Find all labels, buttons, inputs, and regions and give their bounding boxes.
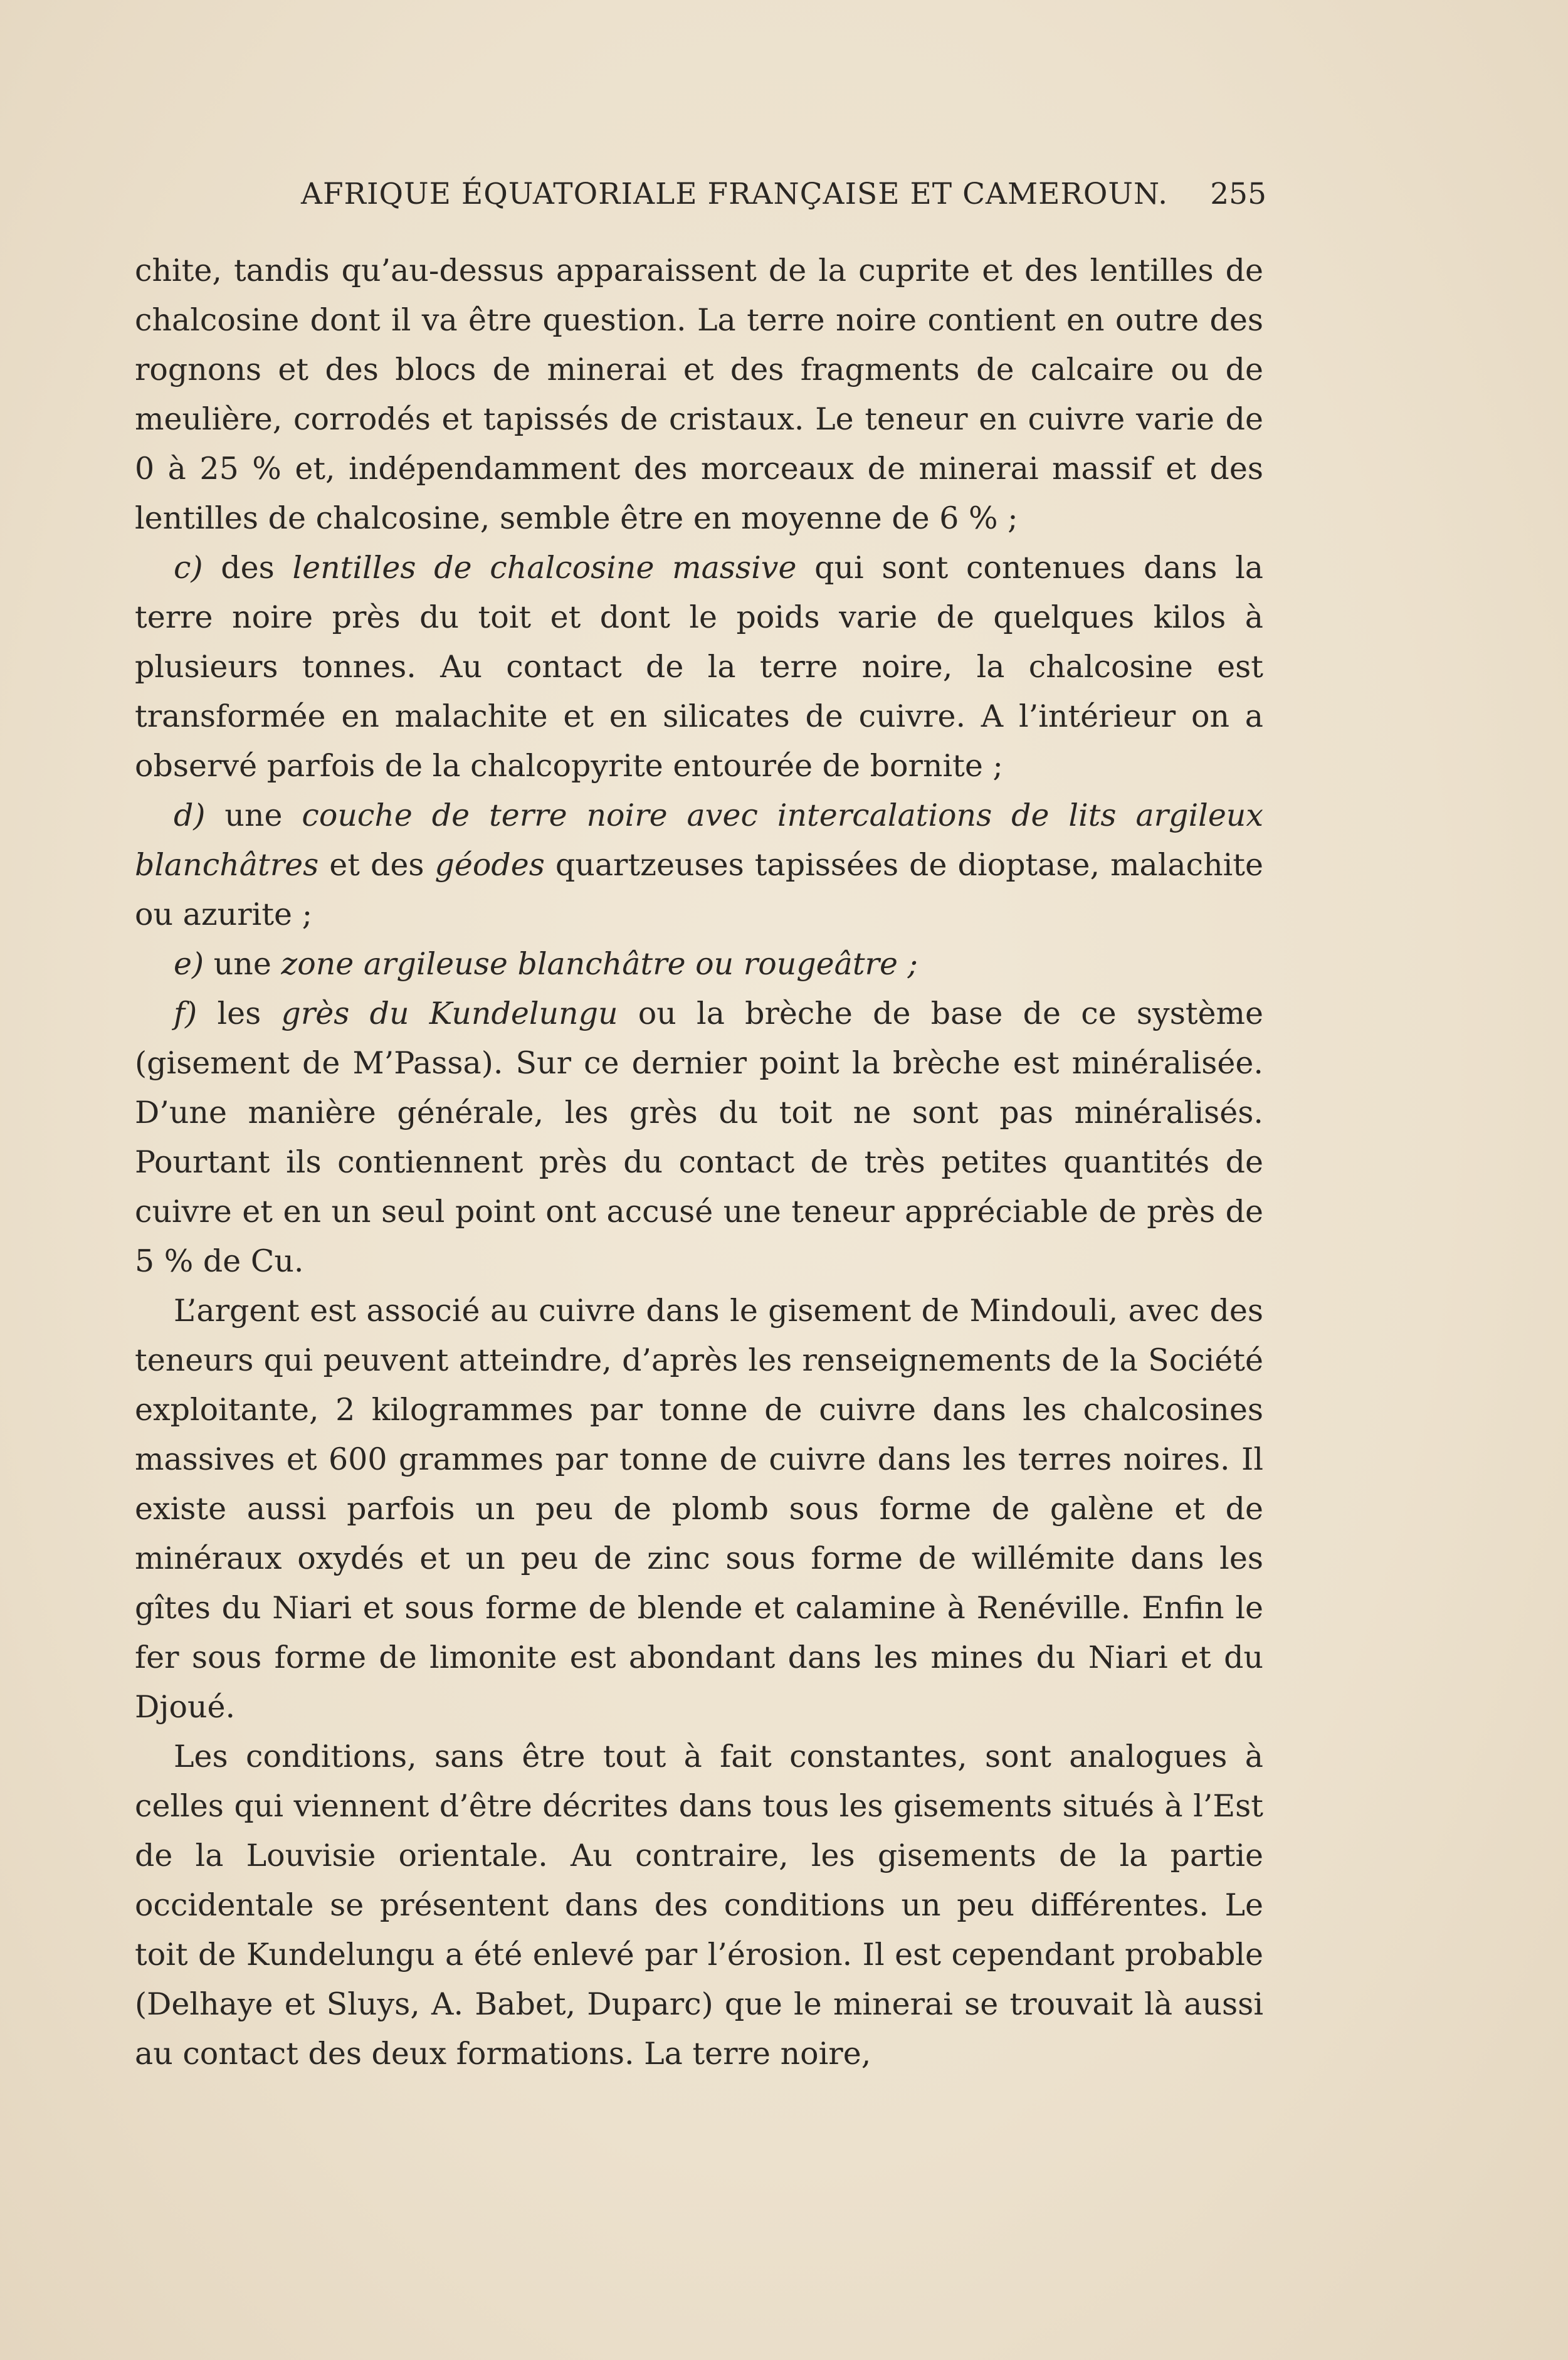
item-d-italic-2: géodes	[434, 847, 545, 883]
item-d-italic-1: couche de terre noire avec intercalations de lits argileux blanchâtres	[135, 798, 1264, 883]
list-item-e	[135, 939, 1263, 989]
page-number: 255	[1210, 177, 1266, 211]
item-e-pre: une	[204, 946, 282, 982]
item-label-c: c)	[174, 550, 203, 586]
item-f-italic: grès du Kundelungu	[281, 996, 618, 1031]
running-title: AFRIQUE ÉQUATORIALE FRANÇAISE ET CAMEROUN.	[301, 177, 1169, 211]
item-label-d: d)	[174, 798, 206, 833]
item-f-text: ou la brèche de base de ce système (gisement de M’Passa). Sur ce dernier point la brèche est minéralisée. D’une manière générale, les grès du toit ne sont pas minéralisés. Pourtant ils contiennent près du contact de très petites quantités de cuivre et en un seul point ont accusé une teneur appréciable de près de 5 % de Cu.	[135, 996, 1264, 1279]
item-c-pre: des	[203, 550, 293, 586]
page-header	[137, 177, 1265, 227]
list-item-f	[135, 989, 1263, 1286]
item-label-e: e)	[174, 946, 204, 982]
item-d-text: quartzeuses tapissées de dioptase, malachite ou azurite ;	[135, 847, 1263, 932]
item-label-f: f)	[174, 996, 197, 1031]
body-text	[135, 246, 1263, 2078]
item-c-text: qui sont contenues dans la terre noire près du toit et dont le poids varie de quelques kilos à plusieurs tonnes. Au contact de la terre noire, la chalcosine est transformée en malachite et en silicates de cuivre. A l’intérieur on a observé parfois de la chalcopyrite entourée de bornite ;	[135, 550, 1263, 784]
item-c-italic: lentilles de chalcosine massive	[292, 550, 797, 586]
paragraph-conditions: Les conditions, sans être tout à fait constantes, sont analogues à celles qui viennent d’être décrites dans tous les gisements situés à l’Est de la Louvisie orientale. Au contraire, les gisements de la partie occidentale se présentent dans des conditions un peu différentes. Le toit de Kundelungu a été enlevé par l’érosion. Il est cependant probable (Delhaye et Sluys, A. Babet, Duparc) que le minerai se trouvait là aussi au contact des deux formations. La terre noire,	[135, 1739, 1263, 2072]
list-item-d	[135, 791, 1263, 939]
item-d-mid: et des	[318, 847, 435, 883]
item-d-pre: une	[205, 798, 302, 833]
paragraph-continuation: chite, tandis qu’au-dessus apparaissent de la cuprite et des lentilles de chalcosine dont il va être question. La terre noire contient en outre des rognons et des blocs de minerai et des fragments de calcaire ou de meulière, corrodés et tapissés de cristaux. Le teneur en cuivre varie de 0 à 25 % et, indépendamment des morceaux de minerai massif et des lentilles de chalcosine, semble être en moyenne de 6 % ;	[135, 253, 1263, 536]
item-f-pre: les	[197, 996, 282, 1031]
list-item-c	[135, 543, 1263, 791]
item-e-italic: zone argileuse blanchâtre ou rougeâtre ;	[281, 946, 918, 982]
paragraph-argent: L’argent est associé au cuivre dans le gisement de Mindouli, avec des teneurs qui peuvent atteindre, d’après les renseignements de la Société exploitante, 2 kilogrammes par tonne de cuivre dans les chalcosines massives et 600 grammes par tonne de cuivre dans les terres noires. Il existe aussi parfois un peu de plomb sous forme de galène et de minéraux oxydés et un peu de zinc sous forme de willémite dans les gîtes du Niari et sous forme de blende et calamine à Renéville. Enfin le fer sous forme de limonite est abondant dans les mines du Niari et du Djoué.	[135, 1293, 1263, 1725]
